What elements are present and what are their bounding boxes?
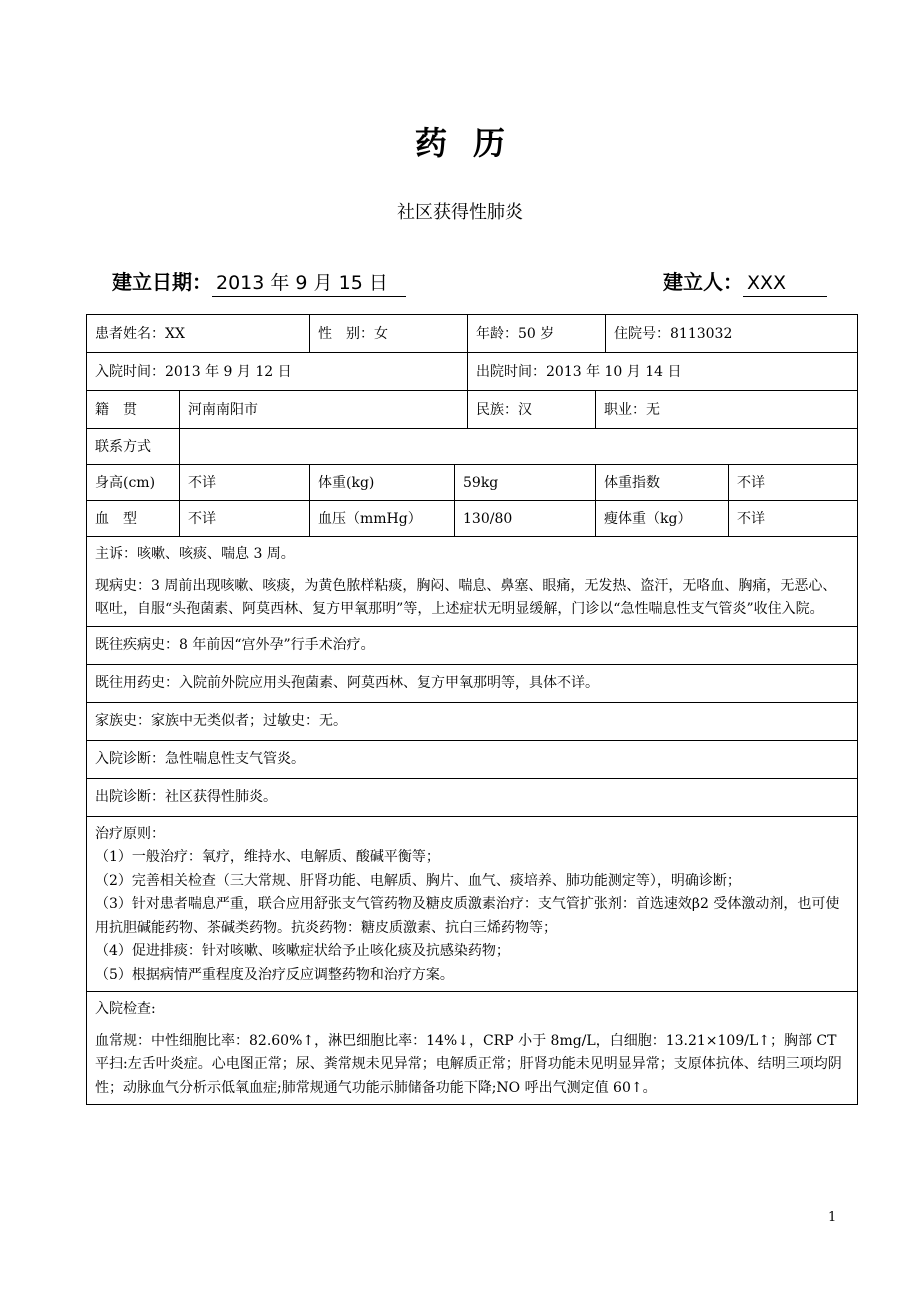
past-medication: 既往用药史：入院前外院应用头孢菌素、阿莫西林、复方甲氧那明等，具体不详。	[87, 664, 858, 702]
creation-date-label: 建立日期：	[112, 270, 212, 294]
patient-gender: 性 别：女	[310, 315, 468, 353]
bmi-label: 体重指数	[596, 465, 729, 501]
table-row	[87, 664, 858, 702]
weight-label: 体重(kg)	[310, 465, 455, 501]
chief-complaint: 主诉：咳嗽、咳痰、喘息 3 周。	[95, 546, 295, 562]
origin-label: 籍 贯	[87, 391, 180, 429]
table-row	[87, 778, 858, 816]
height-label: 身高(cm)	[87, 465, 180, 501]
table-row	[87, 353, 858, 391]
treatment-item: （5）根据病情严重程度及治疗反应调整药物和治疗方案。	[95, 966, 454, 983]
blood-pressure-value: 130/80	[455, 501, 596, 537]
weight-value: 59kg	[455, 465, 596, 501]
page-number: 1	[828, 1210, 837, 1225]
table-row	[87, 626, 858, 664]
patient-age: 年龄：50 岁	[468, 315, 606, 353]
treatment-principles	[87, 816, 858, 992]
treatment-heading: 治疗原则：	[95, 825, 165, 842]
table-row	[87, 315, 858, 353]
table-row	[87, 816, 858, 992]
admission-diagnosis: 入院诊断：急性喘息性支气管炎。	[87, 740, 858, 778]
hospital-number: 住院号：8113032	[606, 315, 858, 353]
discharge-time: 出院时间：2013 年 10 月 14 日	[468, 353, 858, 391]
exam-text: 血常规：中性细胞比率：82.60%↑，淋巴细胞比率：14%↓，CRP 小于 8mg/L，白细胞：13.21×109/L↑；胸部 CT 平扫:左舌叶炎症。心电图正常；尿、粪常规未见异常；电解质正常；肝肾功能未见明显异常；支原体抗体、结明三项均阴性；动脉血气分析示低氧血症;肺常规通气功能示肺储备功能下降;NO 呼出气测定值 60↑。	[95, 1032, 842, 1096]
creation-date-value: 2013 年 9 月 15 日	[212, 270, 406, 297]
medication-record-table	[86, 314, 858, 1105]
table-row	[87, 992, 858, 1105]
origin-value: 河南南阳市	[180, 391, 468, 429]
complaint-cell	[87, 537, 858, 627]
admission-exam	[87, 992, 858, 1105]
lean-weight-label: 瘦体重（kg）	[596, 501, 729, 537]
table-row	[87, 391, 858, 429]
contact-value	[180, 429, 858, 465]
treatment-item: （3）针对患者喘息严重，联合应用舒张支气管药物及糖皮质激素治疗：支气管扩张剂：首选速效β2 受体激动剂，也可使用抗胆碱能药物、茶碱类药物。抗炎药物：糖皮质激素、抗白三烯药物等；	[95, 896, 840, 936]
table-row	[87, 429, 858, 465]
creator-label: 建立人：	[663, 270, 743, 294]
present-illness: 现病史：3 周前出现咳嗽、咳痰，为黄色脓样粘痰，胸闷、喘息、鼻塞、眼痛，无发热、盗汗，无咯血、胸痛，无恶心、呕吐，自服“头孢菌素、阿莫西林、复方甲氧那明”等，上述症状无明显缓解，门诊以“急性喘息性支气管炎”收住入院。	[95, 577, 837, 617]
ethnicity: 民族：汉	[468, 391, 596, 429]
table-row	[87, 465, 858, 501]
blood-pressure-label: 血压（mmHg）	[310, 501, 455, 537]
past-illness: 既往疾病史：8 年前因“宫外孕”行手术治疗。	[87, 626, 858, 664]
table-row	[87, 501, 858, 537]
creator	[663, 266, 827, 296]
creator-value: XXX	[743, 270, 827, 297]
treatment-item: （2）完善相关检查（三大常规、肝肾功能、电解质、胸片、血气、痰培养、肺功能测定等），明确诊断；	[95, 872, 741, 889]
bmi-value: 不详	[729, 465, 858, 501]
treatment-item: （1）一般治疗：氧疗，维持水、电解质、酸碱平衡等；	[95, 849, 440, 865]
admission-time: 入院时间：2013 年 9 月 12 日	[87, 353, 468, 391]
page-subtitle: 社区获得性肺炎	[397, 202, 523, 223]
discharge-diagnosis: 出院诊断：社区获得性肺炎。	[87, 778, 858, 816]
patient-name: 患者姓名：XX	[87, 315, 310, 353]
contact-label: 联系方式	[87, 429, 180, 465]
lean-weight-value: 不详	[729, 501, 858, 537]
table-row	[87, 740, 858, 778]
blood-type-value: 不详	[180, 501, 310, 537]
creation-date	[112, 266, 406, 296]
height-value: 不详	[180, 465, 310, 501]
occupation: 职业：无	[596, 391, 858, 429]
exam-heading: 入院检查:	[95, 1001, 156, 1017]
treatment-item: （4）促进排痰：针对咳嗽、咳嗽症状给予止咳化痰及抗感染药物；	[95, 943, 510, 959]
blood-type-label: 血 型	[87, 501, 180, 537]
table-row	[87, 702, 858, 740]
family-allergy-history: 家族史：家族中无类似者；过敏史：无。	[87, 702, 858, 740]
table-row	[87, 537, 858, 627]
page-title: 药历	[414, 124, 531, 162]
